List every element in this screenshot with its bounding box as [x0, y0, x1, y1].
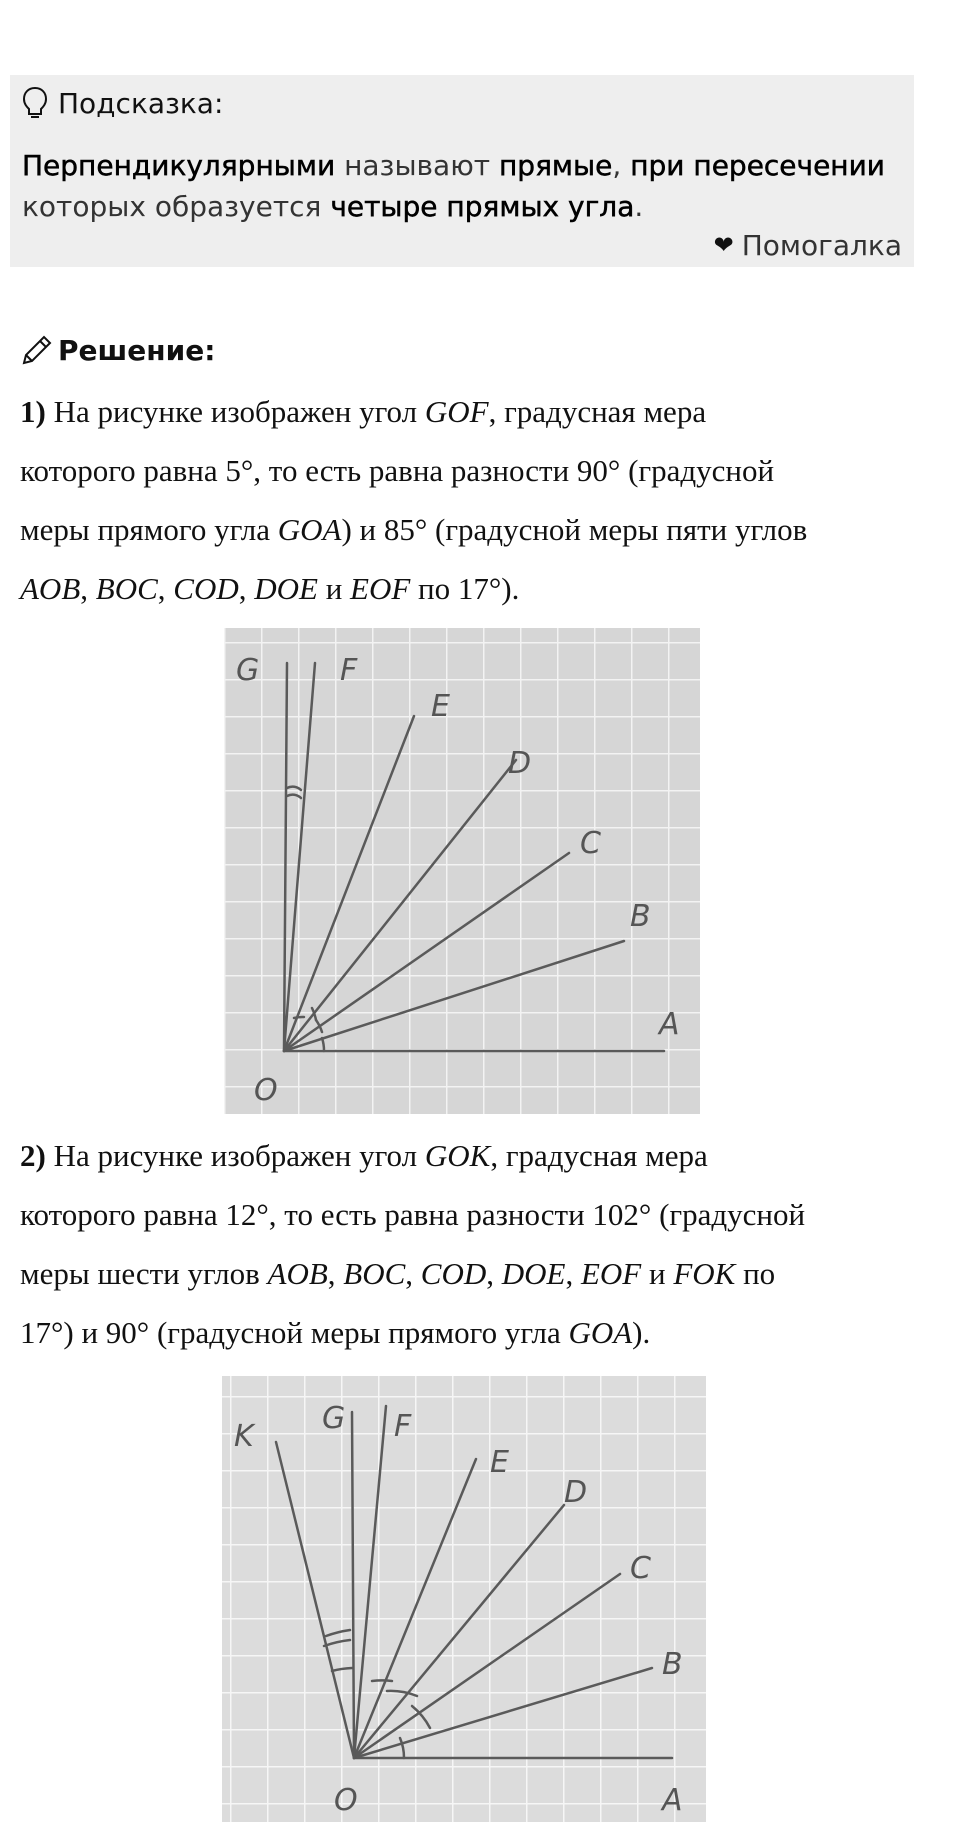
- figure-1-label: E: [431, 689, 450, 724]
- hint-text: [22, 145, 902, 227]
- text-span: ,: [80, 571, 96, 606]
- hint-box: [10, 75, 914, 267]
- figure-1-label: A: [659, 1007, 680, 1042]
- part1-line: [20, 500, 900, 559]
- figure-1-label: F: [340, 653, 358, 688]
- hint-title: Подсказка:: [58, 86, 224, 120]
- hint-bold-term: при пересечении: [630, 149, 886, 182]
- hint-header: [22, 85, 223, 121]
- part2-text: [20, 1126, 900, 1362]
- text-span: ,: [565, 1256, 581, 1291]
- text-span: , градусная мера: [490, 1138, 708, 1173]
- part2-line: [20, 1185, 900, 1244]
- math-term: DOE: [254, 571, 318, 606]
- math-term: EOF: [580, 1256, 642, 1291]
- figure-1-label: C: [580, 826, 601, 861]
- text-span: и: [317, 571, 351, 606]
- math-term: BOC: [343, 1256, 406, 1291]
- hint-text-span: .: [634, 190, 644, 223]
- part1-text: [20, 382, 900, 618]
- solution-title: Решение:: [58, 333, 216, 367]
- math-term: GOA: [277, 512, 342, 547]
- text-span: ,: [157, 571, 174, 606]
- figure-1-label: D: [508, 746, 532, 781]
- math-term: COD: [420, 1256, 487, 1291]
- math-term: GOK: [424, 1138, 491, 1173]
- part2-line: [20, 1303, 900, 1362]
- hint-footer-label: Помогалка: [741, 228, 902, 262]
- figure-2-photo: [222, 1376, 706, 1822]
- figure-2-label: A: [662, 1783, 683, 1818]
- math-term: AOB: [20, 571, 81, 606]
- figure-1-label: O: [254, 1073, 278, 1108]
- figure-2-label: B: [662, 1647, 683, 1682]
- hint-bold-term: четыре прямых угла: [330, 190, 635, 223]
- hint-bold-term: Перпендикулярными: [22, 149, 336, 182]
- text-span: На рисунке изображен угол: [53, 1138, 425, 1173]
- text-span: ,: [327, 1256, 344, 1291]
- hint-text-span: ,: [612, 149, 631, 182]
- text-span: ,: [238, 571, 255, 606]
- math-term: FOK: [673, 1256, 736, 1291]
- math-term: EOF: [350, 571, 411, 606]
- text-span: меры шести углов: [20, 1256, 268, 1291]
- hint-bold-term: прямые: [499, 149, 613, 182]
- text-span: , градусная мера: [488, 394, 707, 429]
- part2-number: 2): [20, 1138, 46, 1173]
- hint-footer[interactable]: [714, 227, 902, 263]
- text-span: по: [735, 1256, 776, 1291]
- part1-line: [20, 441, 900, 500]
- part2-line: [20, 1126, 900, 1185]
- text-span: которого равна 12°, то есть равна разности 102° (градусной: [20, 1197, 806, 1232]
- math-term: GOA: [568, 1315, 633, 1350]
- figure-1-label: G: [236, 653, 260, 688]
- figure-1-label: B: [630, 899, 651, 934]
- text-span: которого равна 5°, то есть равна разности 90° (градусной: [20, 453, 775, 488]
- part1-line: [20, 382, 900, 441]
- part1-number: 1): [20, 394, 46, 429]
- heart-icon: ❤: [713, 231, 734, 259]
- text-span: меры прямого угла: [20, 512, 278, 547]
- lightbulb-icon: [22, 86, 48, 120]
- math-term: BOC: [95, 571, 158, 606]
- text-span: по 17°).: [410, 571, 520, 606]
- math-term: AOB: [267, 1256, 328, 1291]
- text-span: 17°) и 90° (градусной меры прямого угла: [20, 1315, 569, 1350]
- hint-text-span: которых образуется: [22, 190, 331, 223]
- figure-2-label: G: [322, 1401, 346, 1436]
- math-term: DOE: [501, 1256, 566, 1291]
- text-span: ) и 85° (градусной меры пяти углов: [341, 512, 808, 547]
- text-span: На рисунке изображен угол: [53, 394, 425, 429]
- figure-2-label: F: [394, 1409, 412, 1444]
- pencil-icon: [20, 333, 54, 367]
- figure-2-label: O: [334, 1783, 358, 1818]
- solution-header: [20, 330, 215, 370]
- text-span: и: [641, 1256, 674, 1291]
- math-term: COD: [173, 571, 239, 606]
- figure-2-label: C: [630, 1551, 651, 1586]
- hint-text-span: называют: [335, 149, 499, 182]
- figure-2-label: E: [490, 1445, 509, 1480]
- figure-2-label: K: [234, 1419, 254, 1454]
- text-span: ,: [486, 1256, 502, 1291]
- math-term: GOF: [424, 394, 489, 429]
- text-span: ).: [632, 1315, 651, 1350]
- part2-line: [20, 1244, 900, 1303]
- text-span: ,: [405, 1256, 421, 1291]
- part1-line: [20, 559, 900, 618]
- figure-2-label: D: [564, 1475, 588, 1510]
- figure-1-photo: [224, 628, 700, 1114]
